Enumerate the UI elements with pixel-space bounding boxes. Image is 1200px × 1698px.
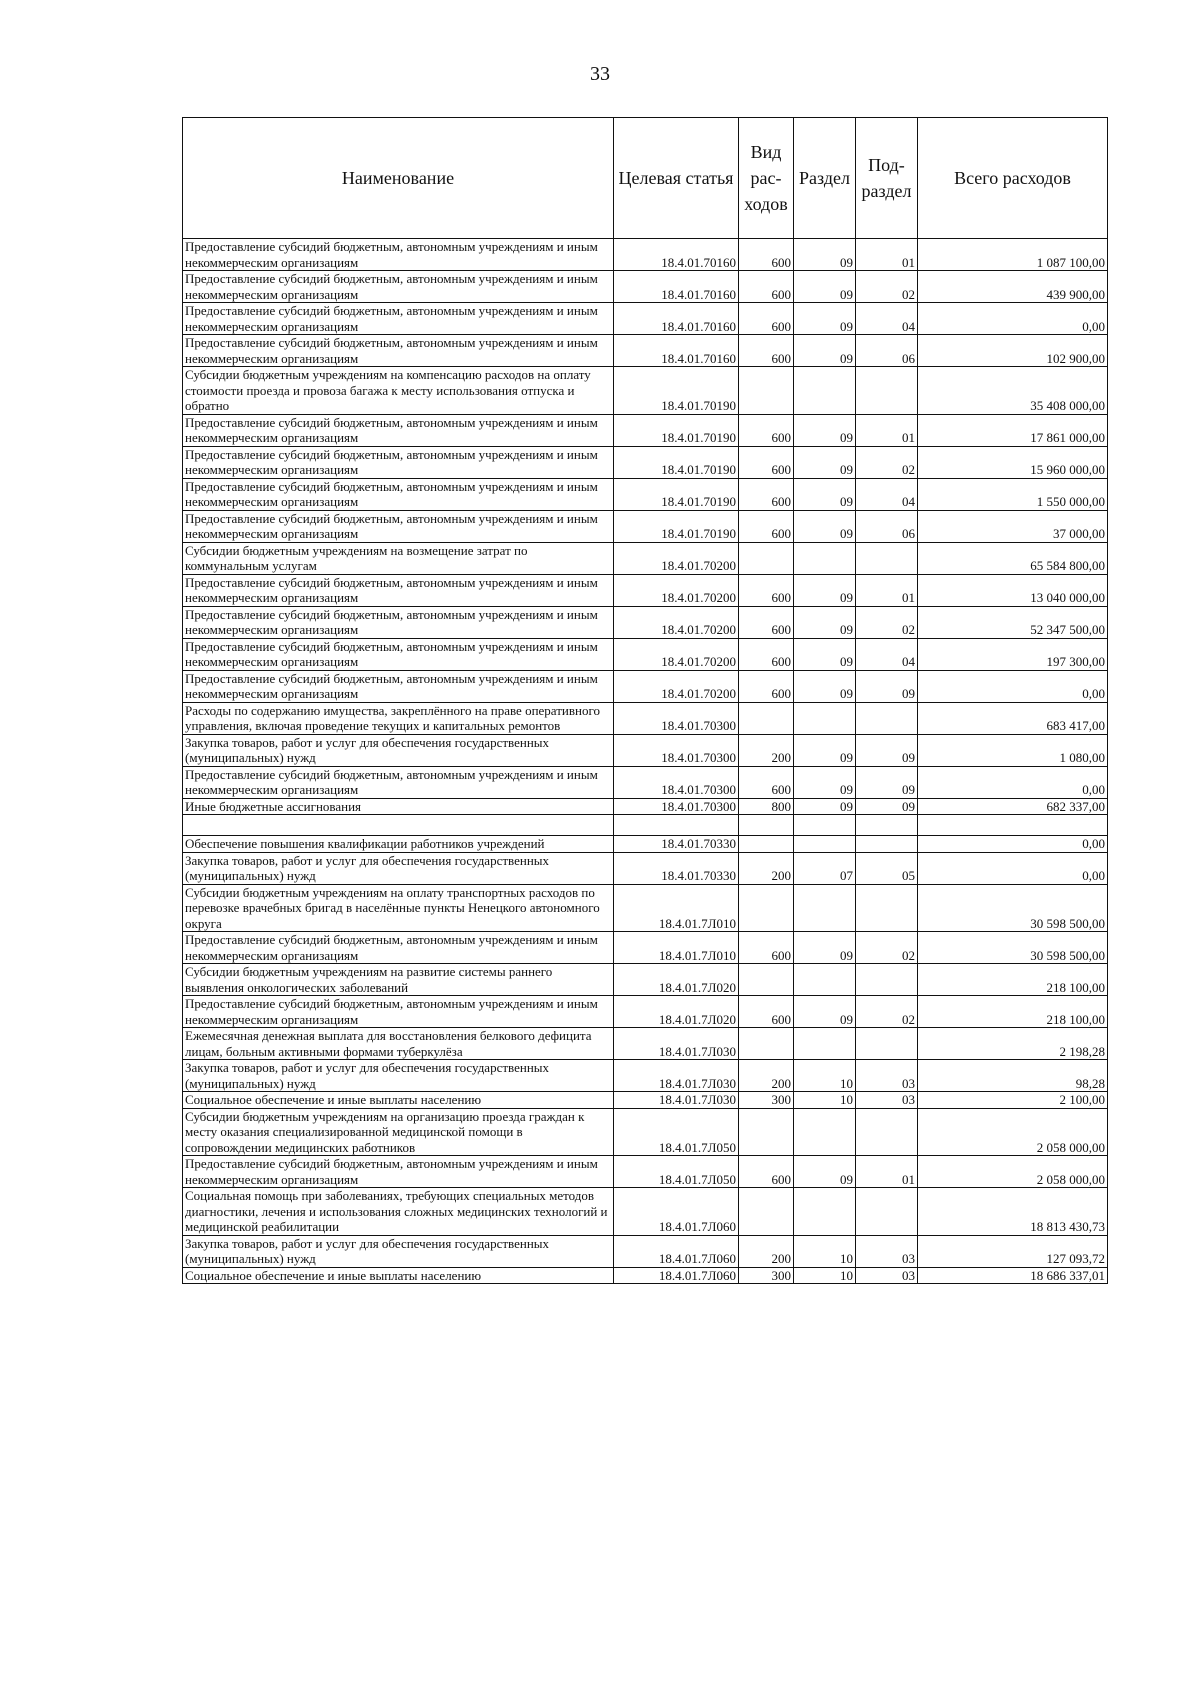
row-total: 127 093,72 xyxy=(918,1235,1108,1267)
row-section: 09 xyxy=(794,335,856,367)
table-row xyxy=(183,510,1108,542)
row-name: Субсидии бюджетным учреждениям на возмещение затрат по коммунальным услугам xyxy=(183,542,614,574)
row-expense-kind xyxy=(739,836,794,853)
row-name: Предоставление субсидий бюджетным, автономным учреждениям и иным некоммерческим организациям xyxy=(183,996,614,1028)
row-section xyxy=(794,836,856,853)
row-target-article: 18.4.01.7Л030 xyxy=(614,1028,739,1060)
row-expense-kind: 200 xyxy=(739,734,794,766)
row-expense-kind: 800 xyxy=(739,798,794,815)
row-expense-kind xyxy=(739,702,794,734)
row-subsection: 09 xyxy=(856,734,918,766)
row-section: 09 xyxy=(794,932,856,964)
row-total: 683 417,00 xyxy=(918,702,1108,734)
row-name: Предоставление субсидий бюджетным, автономным учреждениям и иным некоммерческим организациям xyxy=(183,271,614,303)
row-expense-kind: 600 xyxy=(739,510,794,542)
page-number: 33 xyxy=(590,63,610,85)
table-row xyxy=(183,836,1108,853)
header-expense-kind: Вид рас-ходов xyxy=(739,118,794,239)
spacer-row xyxy=(183,815,1108,836)
header-subsection: Под-раздел xyxy=(856,118,918,239)
row-target-article: 18.4.01.70300 xyxy=(614,766,739,798)
row-name: Предоставление субсидий бюджетным, автономным учреждениям и иным некоммерческим организациям xyxy=(183,478,614,510)
row-name: Социальная помощь при заболеваниях, требующих специальных методов диагностики, лечения и использования сложных медицинских технологий и медицинской реабилитации xyxy=(183,1188,614,1236)
row-total: 15 960 000,00 xyxy=(918,446,1108,478)
table-row xyxy=(183,766,1108,798)
table-body xyxy=(183,239,1108,1284)
row-name: Предоставление субсидий бюджетным, автономным учреждениям и иным некоммерческим организациям xyxy=(183,574,614,606)
row-section: 10 xyxy=(794,1235,856,1267)
table-row xyxy=(183,1092,1108,1109)
row-subsection: 09 xyxy=(856,670,918,702)
row-expense-kind: 600 xyxy=(739,478,794,510)
row-expense-kind xyxy=(739,1108,794,1156)
row-section: 09 xyxy=(794,798,856,815)
row-subsection: 02 xyxy=(856,446,918,478)
row-section: 09 xyxy=(794,996,856,1028)
row-section: 09 xyxy=(794,574,856,606)
row-name: Субсидии бюджетным учреждениям на оплату транспортных расходов по перевозке врачебных бригад в населённые пункты Ненецкого автономного округа xyxy=(183,884,614,932)
row-target-article: 18.4.01.70300 xyxy=(614,798,739,815)
row-section xyxy=(794,367,856,415)
row-section: 09 xyxy=(794,414,856,446)
row-target-article: 18.4.01.70200 xyxy=(614,606,739,638)
table-row xyxy=(183,1188,1108,1236)
row-subsection: 02 xyxy=(856,932,918,964)
row-expense-kind: 600 xyxy=(739,996,794,1028)
row-total: 218 100,00 xyxy=(918,996,1108,1028)
row-total: 682 337,00 xyxy=(918,798,1108,815)
table-row xyxy=(183,335,1108,367)
row-subsection: 06 xyxy=(856,510,918,542)
row-total: 218 100,00 xyxy=(918,964,1108,996)
row-name: Предоставление субсидий бюджетным, автономным учреждениям и иным некоммерческим организациям xyxy=(183,414,614,446)
row-total: 1 087 100,00 xyxy=(918,239,1108,271)
row-name: Предоставление субсидий бюджетным, автономным учреждениям и иным некоммерческим организациям xyxy=(183,606,614,638)
row-expense-kind xyxy=(739,367,794,415)
row-name: Предоставление субсидий бюджетным, автономным учреждениям и иным некоммерческим организациям xyxy=(183,303,614,335)
row-total: 2 100,00 xyxy=(918,1092,1108,1109)
row-subsection: 01 xyxy=(856,414,918,446)
row-section xyxy=(794,1188,856,1236)
row-target-article: 18.4.01.70160 xyxy=(614,239,739,271)
table-row xyxy=(183,1156,1108,1188)
row-total: 439 900,00 xyxy=(918,271,1108,303)
row-name: Расходы по содержанию имущества, закреплённого на праве оперативного управления, включая проведение текущих и капитальных ремонтов xyxy=(183,702,614,734)
spacer-cell xyxy=(856,815,918,836)
table-row xyxy=(183,932,1108,964)
row-expense-kind: 600 xyxy=(739,670,794,702)
row-section: 09 xyxy=(794,271,856,303)
table-row xyxy=(183,798,1108,815)
row-target-article: 18.4.01.7Л030 xyxy=(614,1092,739,1109)
table-row xyxy=(183,1267,1108,1284)
row-subsection xyxy=(856,964,918,996)
row-expense-kind xyxy=(739,964,794,996)
row-total: 197 300,00 xyxy=(918,638,1108,670)
row-subsection xyxy=(856,1108,918,1156)
row-section: 09 xyxy=(794,606,856,638)
table-row xyxy=(183,670,1108,702)
row-expense-kind: 300 xyxy=(739,1267,794,1284)
row-name: Субсидии бюджетным учреждениям на организацию проезда граждан к месту оказания специализированной медицинской помощи в сопровождении медицинских работников xyxy=(183,1108,614,1156)
row-section: 09 xyxy=(794,1156,856,1188)
row-target-article: 18.4.01.70300 xyxy=(614,734,739,766)
row-section: 09 xyxy=(794,478,856,510)
row-subsection: 02 xyxy=(856,271,918,303)
table-row xyxy=(183,734,1108,766)
row-subsection: 03 xyxy=(856,1267,918,1284)
row-total: 1 550 000,00 xyxy=(918,478,1108,510)
row-total: 2 198,28 xyxy=(918,1028,1108,1060)
row-name: Закупка товаров, работ и услуг для обеспечения государственных (муниципальных) нужд xyxy=(183,852,614,884)
row-expense-kind xyxy=(739,884,794,932)
table-row xyxy=(183,884,1108,932)
row-target-article: 18.4.01.70200 xyxy=(614,542,739,574)
row-target-article: 18.4.01.70190 xyxy=(614,414,739,446)
header-target-article: Целевая статья xyxy=(614,118,739,239)
table-row xyxy=(183,1235,1108,1267)
row-section: 09 xyxy=(794,638,856,670)
row-name: Предоставление субсидий бюджетным, автономным учреждениям и иным некоммерческим организациям xyxy=(183,638,614,670)
row-target-article: 18.4.01.70190 xyxy=(614,446,739,478)
row-subsection: 09 xyxy=(856,798,918,815)
row-total: 30 598 500,00 xyxy=(918,932,1108,964)
row-name: Обеспечение повышения квалификации работников учреждений xyxy=(183,836,614,853)
row-expense-kind xyxy=(739,1188,794,1236)
header-total: Всего расходов xyxy=(918,118,1108,239)
spacer-cell xyxy=(739,815,794,836)
row-subsection: 03 xyxy=(856,1092,918,1109)
spacer-cell xyxy=(183,815,614,836)
row-expense-kind: 600 xyxy=(739,1156,794,1188)
row-name: Предоставление субсидий бюджетным, автономным учреждениям и иным некоммерческим организациям xyxy=(183,932,614,964)
row-expense-kind: 600 xyxy=(739,239,794,271)
row-section xyxy=(794,542,856,574)
row-subsection xyxy=(856,367,918,415)
table-row xyxy=(183,996,1108,1028)
row-subsection xyxy=(856,542,918,574)
row-target-article: 18.4.01.7Л010 xyxy=(614,884,739,932)
row-target-article: 18.4.01.7Л060 xyxy=(614,1188,739,1236)
table-row xyxy=(183,414,1108,446)
row-target-article: 18.4.01.70330 xyxy=(614,836,739,853)
table-row xyxy=(183,702,1108,734)
row-target-article: 18.4.01.7Л010 xyxy=(614,932,739,964)
row-total: 2 058 000,00 xyxy=(918,1108,1108,1156)
row-name: Предоставление субсидий бюджетным, автономным учреждениям и иным некоммерческим организациям xyxy=(183,510,614,542)
row-subsection: 02 xyxy=(856,606,918,638)
table-row xyxy=(183,638,1108,670)
row-total: 18 686 337,01 xyxy=(918,1267,1108,1284)
row-expense-kind: 600 xyxy=(739,414,794,446)
row-total: 0,00 xyxy=(918,836,1108,853)
row-target-article: 18.4.01.7Л020 xyxy=(614,996,739,1028)
row-expense-kind xyxy=(739,1028,794,1060)
row-expense-kind: 600 xyxy=(739,638,794,670)
spacer-cell xyxy=(918,815,1108,836)
header-section: Раздел xyxy=(794,118,856,239)
row-total: 0,00 xyxy=(918,303,1108,335)
table-row xyxy=(183,478,1108,510)
row-total: 13 040 000,00 xyxy=(918,574,1108,606)
row-subsection: 06 xyxy=(856,335,918,367)
row-name: Субсидии бюджетным учреждениям на компенсацию расходов на оплату стоимости проезда и провоза багажа к месту использования отпуска и обратно xyxy=(183,367,614,415)
row-target-article: 18.4.01.7Л020 xyxy=(614,964,739,996)
row-target-article: 18.4.01.70190 xyxy=(614,367,739,415)
row-target-article: 18.4.01.70160 xyxy=(614,303,739,335)
row-subsection: 01 xyxy=(856,239,918,271)
row-section xyxy=(794,702,856,734)
table-header-row xyxy=(183,118,1108,239)
row-expense-kind xyxy=(739,542,794,574)
row-name: Предоставление субсидий бюджетным, автономным учреждениям и иным некоммерческим организациям xyxy=(183,239,614,271)
row-section: 10 xyxy=(794,1060,856,1092)
spacer-cell xyxy=(794,815,856,836)
row-subsection xyxy=(856,1188,918,1236)
row-subsection xyxy=(856,702,918,734)
row-expense-kind: 600 xyxy=(739,574,794,606)
row-section: 09 xyxy=(794,766,856,798)
row-total: 52 347 500,00 xyxy=(918,606,1108,638)
row-subsection: 05 xyxy=(856,852,918,884)
row-name: Иные бюджетные ассигнования xyxy=(183,798,614,815)
row-name: Предоставление субсидий бюджетным, автономным учреждениям и иным некоммерческим организациям xyxy=(183,446,614,478)
row-target-article: 18.4.01.7Л060 xyxy=(614,1235,739,1267)
row-subsection: 04 xyxy=(856,303,918,335)
row-total: 0,00 xyxy=(918,852,1108,884)
row-name: Предоставление субсидий бюджетным, автономным учреждениям и иным некоммерческим организациям xyxy=(183,1156,614,1188)
row-target-article: 18.4.01.70190 xyxy=(614,510,739,542)
table-row xyxy=(183,542,1108,574)
row-expense-kind: 200 xyxy=(739,1060,794,1092)
table-row xyxy=(183,1108,1108,1156)
row-subsection: 09 xyxy=(856,766,918,798)
header-name: Наименование xyxy=(183,118,614,239)
row-expense-kind: 300 xyxy=(739,1092,794,1109)
row-subsection: 02 xyxy=(856,996,918,1028)
row-expense-kind: 600 xyxy=(739,303,794,335)
row-section: 09 xyxy=(794,734,856,766)
table-row xyxy=(183,271,1108,303)
row-target-article: 18.4.01.70200 xyxy=(614,638,739,670)
row-name: Предоставление субсидий бюджетным, автономным учреждениям и иным некоммерческим организациям xyxy=(183,670,614,702)
row-total: 0,00 xyxy=(918,670,1108,702)
table-row xyxy=(183,606,1108,638)
row-subsection: 04 xyxy=(856,638,918,670)
row-expense-kind: 200 xyxy=(739,1235,794,1267)
row-expense-kind: 600 xyxy=(739,766,794,798)
table-row xyxy=(183,574,1108,606)
row-subsection xyxy=(856,1028,918,1060)
row-name: Ежемесячная денежная выплата для восстановления белкового дефицита лицам, больным активными формами туберкулёза xyxy=(183,1028,614,1060)
table-row xyxy=(183,964,1108,996)
row-section: 07 xyxy=(794,852,856,884)
row-total: 102 900,00 xyxy=(918,335,1108,367)
row-target-article: 18.4.01.7Л050 xyxy=(614,1156,739,1188)
row-total: 18 813 430,73 xyxy=(918,1188,1108,1236)
row-name: Предоставление субсидий бюджетным, автономным учреждениям и иным некоммерческим организациям xyxy=(183,766,614,798)
row-subsection xyxy=(856,836,918,853)
row-section xyxy=(794,964,856,996)
row-subsection: 03 xyxy=(856,1235,918,1267)
row-section xyxy=(794,884,856,932)
row-expense-kind: 600 xyxy=(739,271,794,303)
row-target-article: 18.4.01.70200 xyxy=(614,670,739,702)
row-section: 09 xyxy=(794,239,856,271)
row-target-article: 18.4.01.70160 xyxy=(614,271,739,303)
table-row xyxy=(183,1028,1108,1060)
row-name: Закупка товаров, работ и услуг для обеспечения государственных (муниципальных) нужд xyxy=(183,1235,614,1267)
row-subsection xyxy=(856,884,918,932)
row-target-article: 18.4.01.70160 xyxy=(614,335,739,367)
row-total: 98,28 xyxy=(918,1060,1108,1092)
row-expense-kind: 600 xyxy=(739,446,794,478)
row-name: Закупка товаров, работ и услуг для обеспечения государственных (муниципальных) нужд xyxy=(183,734,614,766)
row-expense-kind: 200 xyxy=(739,852,794,884)
row-expense-kind: 600 xyxy=(739,335,794,367)
row-target-article: 18.4.01.70200 xyxy=(614,574,739,606)
row-name: Социальное обеспечение и иные выплаты населению xyxy=(183,1092,614,1109)
table-row xyxy=(183,852,1108,884)
row-subsection: 04 xyxy=(856,478,918,510)
row-total: 37 000,00 xyxy=(918,510,1108,542)
row-target-article: 18.4.01.7Л030 xyxy=(614,1060,739,1092)
row-section xyxy=(794,1108,856,1156)
row-section: 09 xyxy=(794,670,856,702)
row-total: 65 584 800,00 xyxy=(918,542,1108,574)
row-name: Субсидии бюджетным учреждениям на развитие системы раннего выявления онкологических заболеваний xyxy=(183,964,614,996)
row-total: 17 861 000,00 xyxy=(918,414,1108,446)
row-total: 2 058 000,00 xyxy=(918,1156,1108,1188)
row-section: 09 xyxy=(794,510,856,542)
row-section: 09 xyxy=(794,446,856,478)
row-target-article: 18.4.01.7Л060 xyxy=(614,1267,739,1284)
spacer-cell xyxy=(614,815,739,836)
table-row xyxy=(183,1060,1108,1092)
row-subsection: 03 xyxy=(856,1060,918,1092)
row-section: 09 xyxy=(794,303,856,335)
row-name: Закупка товаров, работ и услуг для обеспечения государственных (муниципальных) нужд xyxy=(183,1060,614,1092)
row-total: 0,00 xyxy=(918,766,1108,798)
row-section: 10 xyxy=(794,1267,856,1284)
row-total: 30 598 500,00 xyxy=(918,884,1108,932)
row-expense-kind: 600 xyxy=(739,932,794,964)
row-target-article: 18.4.01.70190 xyxy=(614,478,739,510)
row-section xyxy=(794,1028,856,1060)
row-target-article: 18.4.01.70330 xyxy=(614,852,739,884)
row-target-article: 18.4.01.7Л050 xyxy=(614,1108,739,1156)
table-row xyxy=(183,367,1108,415)
row-subsection: 01 xyxy=(856,574,918,606)
budget-table xyxy=(182,117,1108,1284)
row-total: 35 408 000,00 xyxy=(918,367,1108,415)
table-row xyxy=(183,303,1108,335)
row-section: 10 xyxy=(794,1092,856,1109)
table-row xyxy=(183,239,1108,271)
row-name: Социальное обеспечение и иные выплаты населению xyxy=(183,1267,614,1284)
row-name: Предоставление субсидий бюджетным, автономным учреждениям и иным некоммерческим организациям xyxy=(183,335,614,367)
row-total: 1 080,00 xyxy=(918,734,1108,766)
row-expense-kind: 600 xyxy=(739,606,794,638)
row-target-article: 18.4.01.70300 xyxy=(614,702,739,734)
table-row xyxy=(183,446,1108,478)
row-subsection: 01 xyxy=(856,1156,918,1188)
